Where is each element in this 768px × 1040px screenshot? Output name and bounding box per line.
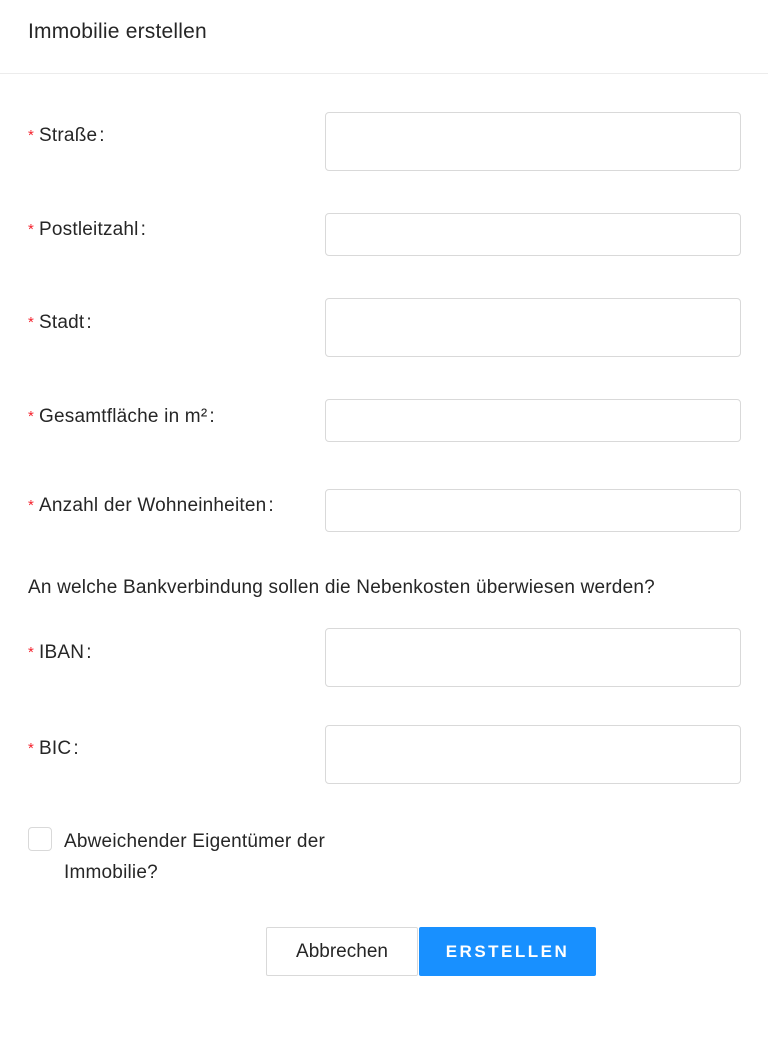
- create-button[interactable]: ERSTELLEN: [419, 927, 596, 976]
- gesamtflaeche-label: * Gesamtfläche in m² :: [28, 406, 215, 427]
- required-marker: *: [28, 740, 35, 757]
- cancel-button[interactable]: Abbrechen: [266, 927, 418, 976]
- required-marker: *: [28, 408, 35, 425]
- owner-checkbox[interactable]: [28, 827, 52, 851]
- bic-input[interactable]: [325, 725, 741, 784]
- required-marker: *: [28, 221, 35, 238]
- postleitzahl-input[interactable]: [325, 213, 741, 256]
- stadt-input[interactable]: [325, 298, 741, 357]
- strasse-input[interactable]: [325, 112, 741, 171]
- bic-label: * BIC :: [28, 738, 79, 759]
- required-marker: *: [28, 314, 35, 331]
- iban-label: * IBAN :: [28, 642, 92, 663]
- bank-question-text: An welche Bankverbindung sollen die Nebenkosten überwiesen werden?: [28, 577, 655, 598]
- stadt-label: * Stadt :: [28, 312, 92, 333]
- owner-checkbox-label[interactable]: Abweichender Eigentümer der Immobilie?: [64, 831, 325, 883]
- required-marker: *: [28, 644, 35, 661]
- wohneinheiten-input[interactable]: [325, 489, 741, 532]
- required-marker: *: [28, 127, 35, 144]
- strasse-label: * Straße :: [28, 125, 105, 146]
- wohneinheiten-label: * Anzahl der Wohneinheiten :: [28, 495, 274, 516]
- modal-title: Immobilie erstellen: [28, 20, 207, 43]
- gesamtflaeche-input[interactable]: [325, 399, 741, 442]
- postleitzahl-label: * Postleitzahl :: [28, 219, 147, 240]
- iban-input[interactable]: [325, 628, 741, 687]
- modal-header: [0, 0, 768, 74]
- required-marker: *: [28, 497, 35, 514]
